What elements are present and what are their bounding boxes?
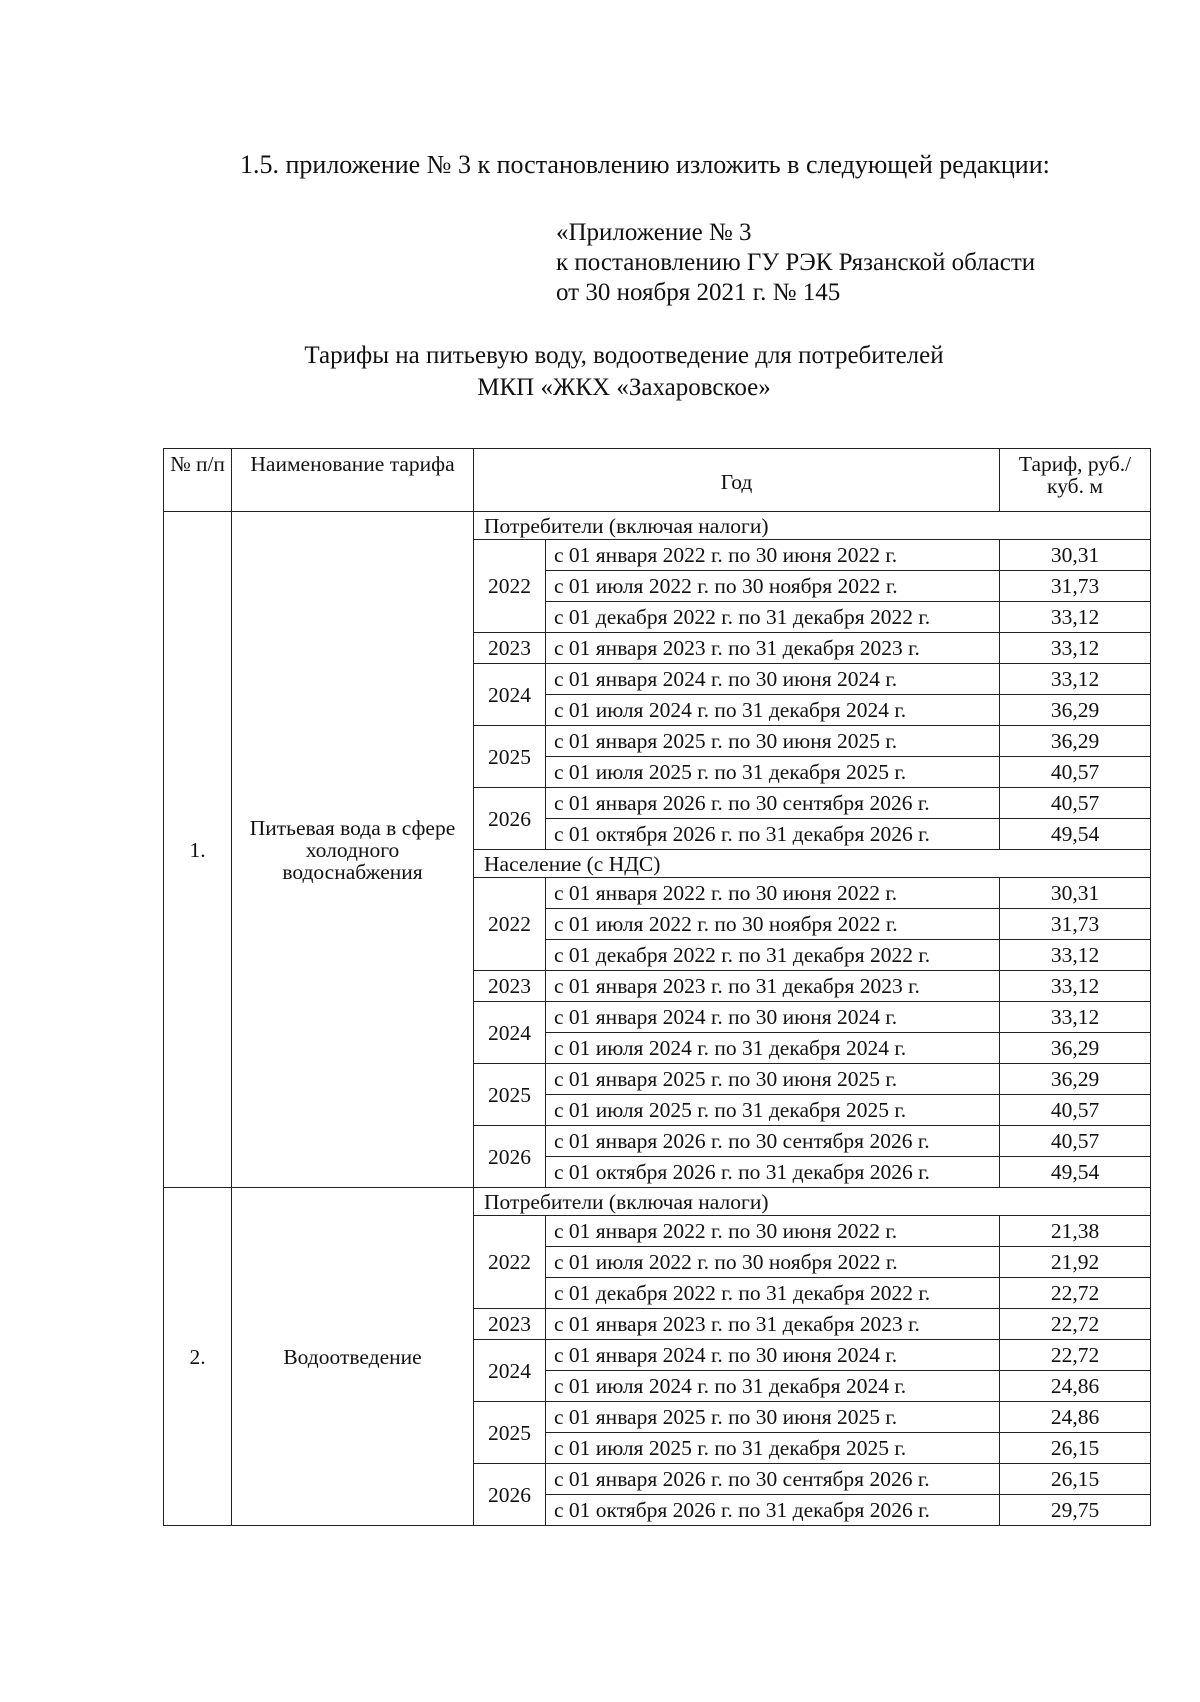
year-cell: 2024 [474,1340,546,1402]
document-title [0,340,1200,404]
tariff-value: 40,57 [1000,788,1151,819]
section-label: Потребители (включая налоги) [474,1188,1151,1216]
tariff-value: 22,72 [1000,1340,1151,1371]
tariff-value: 36,29 [1000,1033,1151,1064]
period-cell: с 01 января 2023 г. по 31 декабря 2023 г. [546,1309,1000,1340]
tariff-value: 26,15 [1000,1433,1151,1464]
section-row [164,512,1151,540]
tariff-value: 33,12 [1000,940,1151,971]
period-cell: с 01 июля 2022 г. по 30 ноября 2022 г. [546,571,1000,602]
tariff-value: 33,12 [1000,664,1151,695]
tariff-value: 33,12 [1000,602,1151,633]
tariff-value: 36,29 [1000,726,1151,757]
period-cell: с 01 января 2024 г. по 30 июня 2024 г. [546,1340,1000,1371]
period-cell: с 01 января 2022 г. по 30 июня 2022 г. [546,878,1000,909]
period-cell: с 01 января 2025 г. по 30 июня 2025 г. [546,1402,1000,1433]
tariff-value: 22,72 [1000,1309,1151,1340]
year-cell: 2025 [474,1402,546,1464]
annex-header [556,218,1035,308]
year-cell: 2022 [474,878,546,971]
tariff-value: 22,72 [1000,1278,1151,1309]
tariff-value: 21,92 [1000,1247,1151,1278]
annex-line-1: «Приложение № 3 [556,219,752,246]
tariff-value: 36,29 [1000,1064,1151,1095]
year-cell: 2025 [474,1064,546,1126]
year-cell: 2025 [474,726,546,788]
year-cell: 2023 [474,1309,546,1340]
period-cell: с 01 июля 2025 г. по 31 декабря 2025 г. [546,1095,1000,1126]
period-cell: с 01 января 2025 г. по 30 июня 2025 г. [546,1064,1000,1095]
year-cell: 2023 [474,633,546,664]
tariff-value: 33,12 [1000,971,1151,1002]
header-year: Год [474,449,1000,512]
section-row [164,1188,1151,1216]
period-cell: с 01 января 2023 г. по 31 декабря 2023 г. [546,971,1000,1002]
row-number: 1. [164,512,232,1188]
year-cell: 2023 [474,971,546,1002]
title-line-1: Тарифы на питьевую воду, водоотведение для потребителей [304,342,944,369]
row-number: 2. [164,1188,232,1526]
tariff-value: 21,38 [1000,1216,1151,1247]
period-cell: с 01 декабря 2022 г. по 31 декабря 2022 г. [546,1278,1000,1309]
year-cell: 2022 [474,1216,546,1309]
period-cell: с 01 июля 2024 г. по 31 декабря 2024 г. [546,695,1000,726]
annex-line-2: к постановлению ГУ РЭК Рязанской области [556,249,1036,276]
period-cell: с 01 июля 2024 г. по 31 декабря 2024 г. [546,1033,1000,1064]
tariff-value: 40,57 [1000,757,1151,788]
tariff-value: 31,73 [1000,571,1151,602]
year-cell: 2022 [474,540,546,633]
tariff-value: 30,31 [1000,878,1151,909]
tariff-table [163,448,1151,1526]
annex-line-3: от 30 ноября 2021 г. № 145 [556,279,841,306]
period-cell: с 01 января 2024 г. по 30 июня 2024 г. [546,664,1000,695]
period-cell: с 01 июля 2025 г. по 31 декабря 2025 г. [546,1433,1000,1464]
period-cell: с 01 октября 2026 г. по 31 декабря 2026 г. [546,1495,1000,1526]
tariff-value: 24,86 [1000,1371,1151,1402]
year-cell: 2024 [474,664,546,726]
period-cell: с 01 января 2022 г. по 30 июня 2022 г. [546,540,1000,571]
header-num: № п/п [164,449,232,512]
period-cell: с 01 октября 2026 г. по 31 декабря 2026 г. [546,819,1000,850]
table-header-row [164,449,1151,512]
period-cell: с 01 января 2024 г. по 30 июня 2024 г. [546,1002,1000,1033]
tariff-value: 40,57 [1000,1095,1151,1126]
tariff-value: 49,54 [1000,819,1151,850]
tariff-value: 26,15 [1000,1464,1151,1495]
header-tariff: Тариф, руб./куб. м [1000,449,1151,512]
period-cell: с 01 января 2022 г. по 30 июня 2022 г. [546,1216,1000,1247]
period-cell: с 01 декабря 2022 г. по 31 декабря 2022 г. [546,602,1000,633]
period-cell: с 01 июля 2022 г. по 30 ноября 2022 г. [546,1247,1000,1278]
section-label: Потребители (включая налоги) [474,512,1151,540]
period-cell: с 01 июля 2024 г. по 31 декабря 2024 г. [546,1371,1000,1402]
period-cell: с 01 июля 2022 г. по 30 ноября 2022 г. [546,909,1000,940]
tariff-value: 31,73 [1000,909,1151,940]
tariff-value: 29,75 [1000,1495,1151,1526]
period-cell: с 01 января 2026 г. по 30 сентября 2026 г. [546,1464,1000,1495]
tariff-value: 36,29 [1000,695,1151,726]
header-name: Наименование тарифа [232,449,474,512]
year-cell: 2026 [474,1464,546,1526]
period-cell: с 01 января 2023 г. по 31 декабря 2023 г. [546,633,1000,664]
tariff-value: 33,12 [1000,633,1151,664]
period-cell: с 01 июля 2025 г. по 31 декабря 2025 г. [546,757,1000,788]
tariff-value: 24,86 [1000,1402,1151,1433]
period-cell: с 01 декабря 2022 г. по 31 декабря 2022 г. [546,940,1000,971]
tariff-value: 40,57 [1000,1126,1151,1157]
period-cell: с 01 октября 2026 г. по 31 декабря 2026 г. [546,1157,1000,1188]
tariff-name: Водоотведение [232,1188,474,1526]
period-cell: с 01 января 2026 г. по 30 сентября 2026 г. [546,788,1000,819]
year-cell: 2026 [474,788,546,850]
tariff-value: 33,12 [1000,1002,1151,1033]
tariff-value: 30,31 [1000,540,1151,571]
year-cell: 2026 [474,1126,546,1188]
period-cell: с 01 января 2025 г. по 30 июня 2025 г. [546,726,1000,757]
title-line-2: МКП «ЖКХ «Захаровское» [477,374,771,401]
section-label: Население (с НДС) [474,850,1151,878]
year-cell: 2024 [474,1002,546,1064]
tariff-name: Питьевая вода в сфере холодного водоснабжения [232,512,474,1188]
period-cell: с 01 января 2026 г. по 30 сентября 2026 г. [546,1126,1000,1157]
tariff-value: 49,54 [1000,1157,1151,1188]
intro-text: 1.5. приложение № 3 к постановлению изложить в следующей редакции: [240,150,1050,179]
